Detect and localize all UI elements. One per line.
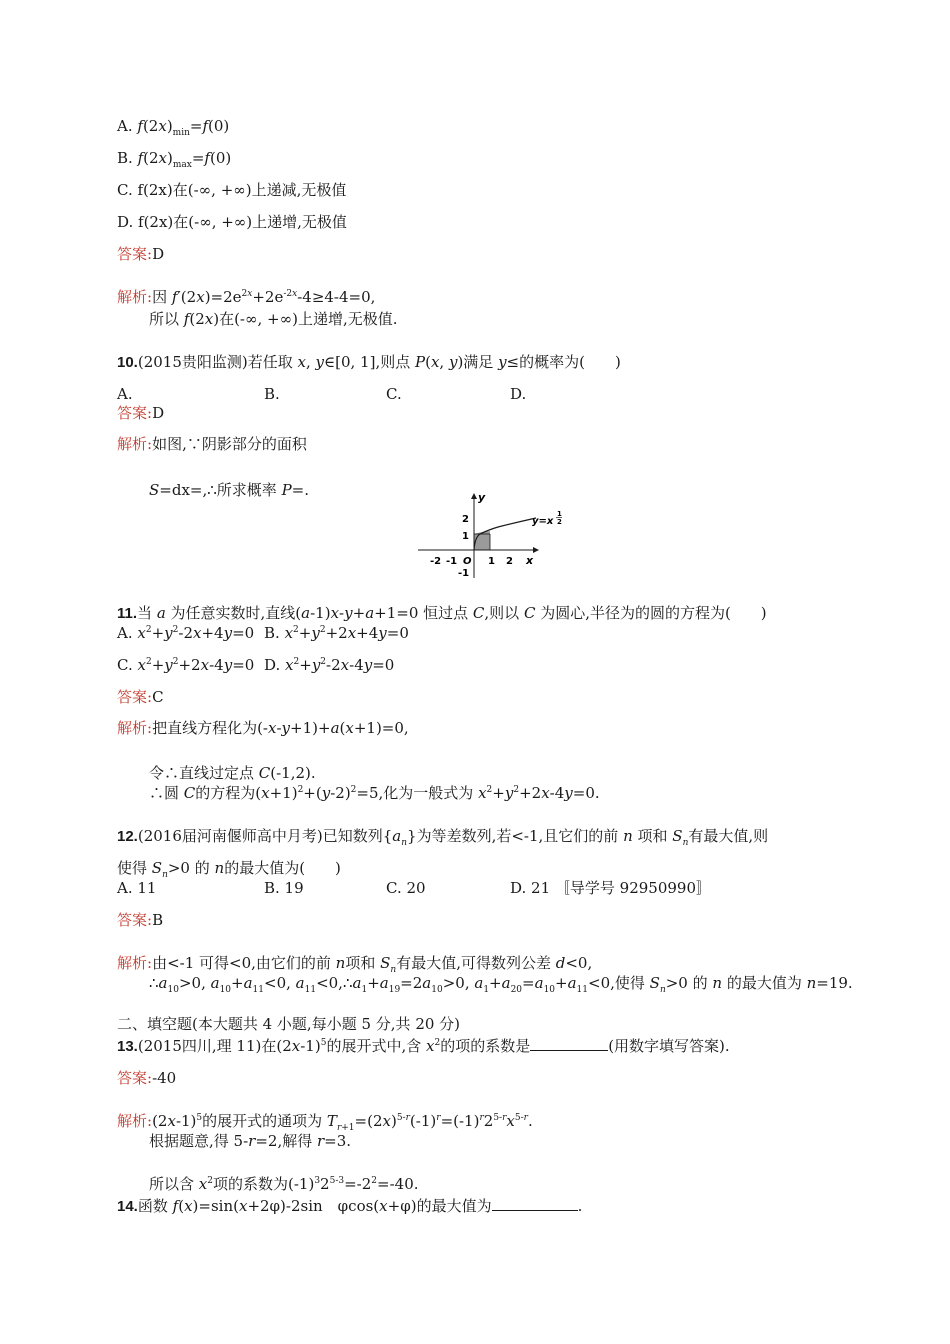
q13-answer: 答案:-40 [117, 1069, 177, 1087]
x-tick-1: 1 [488, 556, 495, 567]
q10-analysis-line2: S=dx=,∴所求概率 P=. [149, 481, 309, 499]
q11-option-a: A. $x^2+y^2-2x+4y=0$ [117, 624, 255, 642]
q9-option-a: A. $f(2x)_{min}=f(0)$ [117, 117, 230, 138]
q12-option-b: B. 19 [264, 879, 304, 897]
q11-option-b: B. $x^2+y^2+2x+4y=0$ [264, 624, 409, 642]
x-tick-neg1: -1 [446, 556, 458, 567]
curve-exp-den: 2 [557, 518, 562, 526]
curve-exp-num: 1 [557, 510, 562, 518]
q9-option-d: D. f(2x)在(-∞, +∞)上递增,无极值 [117, 213, 347, 231]
q9-option-b: B. $f(2x)_{max}=f(0)$ [117, 149, 232, 170]
q10-answer: 答案:D [117, 404, 165, 422]
y-tick-1: 1 [462, 531, 469, 542]
q12-answer: 答案:B [117, 911, 164, 929]
q11-analysis-line2: 令∴直线过定点 C(-1,2). [149, 764, 316, 782]
x-tick-neg2: -2 [430, 556, 442, 567]
q10-option-c: C. [386, 385, 402, 403]
q12-stem-line1: 12.(2016届河南偃师高中月考)已知数列$\{a_n\}$为等差数列,若<-1,且它们的前 n 项和 $S_n$有最大值,则 [117, 827, 769, 848]
q14-answer-blank[interactable] [492, 1196, 578, 1211]
x-axis-label: x [526, 554, 534, 567]
q10-analysis-line1: 解析:如图,∵阴影部分的面积 [117, 435, 307, 453]
q13-stem: 13.(2015四川,理 11)在$(2x-1)^5$的展开式中,含 $x^2$的项的系数是 (用数字填写答案). [117, 1037, 730, 1055]
curve-label: y=x [532, 516, 554, 527]
q9-analysis-line2: 所以 f(2x)在(-∞, +∞)上递增,无极值. [149, 310, 398, 328]
origin-label: O [463, 556, 472, 567]
q11-analysis-line1: 解析:把直线方程化为(-x-y+1)+a(x+1)=0, [117, 719, 409, 737]
q11-answer: 答案:C [117, 688, 164, 706]
q11-option-d: D. $x^2+y^2-2x-4y=0$ [264, 656, 395, 674]
q12-option-d: D. 21 〚导学号 92950990〛 [510, 879, 712, 897]
q10-option-b: B. [264, 385, 280, 403]
q10-option-d: D. [510, 385, 527, 403]
q14-stem: 14.函数 f(x)=sin(x+2φ)-2sin φcos(x+φ)的最大值为 . [117, 1197, 583, 1215]
q13-analysis-line3: 所以含 $x^2$项的系数为$(-1)^32^{5-3}=-2^2=-40$. [149, 1175, 419, 1193]
q10-option-a: A. [117, 385, 133, 403]
q13-analysis-line1: 解析$:(2x-1)^5$的展开式的通项为 $T_{r+1}=(2x)^{5-r}(-1)^r=(-1)^r2^{5-r}x^{5-r}$. [117, 1112, 533, 1133]
q9-analysis-line1: 解析:因 $f'(2x)=2e^{2x}+2e^{-2x}-4\ge 4-4=0$, [117, 288, 376, 306]
q9-option-c: C. f(2x)在(-∞, +∞)上递减,无极值 [117, 181, 347, 199]
q11-option-c: C. $x^2+y^2+2x-4y=0$ [117, 656, 255, 674]
q13-answer-blank[interactable] [530, 1036, 608, 1051]
q11-analysis-line3: ∴圆 C的方程为$(x+1)^2+(y-2)^2=5$,化为一般式为 $x^2+y^2+2x-4y=0$. [149, 784, 600, 802]
y-tick-2: 2 [462, 514, 469, 525]
y-tick-neg1: -1 [458, 568, 470, 579]
q12-stem-line2: 使得 $S_n>0$ 的 n的最大值为( ) [117, 859, 341, 880]
q9-answer: 答案:D [117, 245, 165, 263]
y-axis-label: y [478, 491, 486, 504]
q11-stem: 11.当 a 为任意实数时,直线(a-1)x-y+a+1=0 恒过点 C,则以 C 为圆心,半径为的圆的方程为( ) [117, 604, 767, 622]
q12-option-a: A. 11 [117, 879, 157, 897]
q13-analysis-line2: 根据题意,得 5-r=2,解得 r=3. [149, 1132, 352, 1150]
q10-stem: 10.(2015贵阳监测)若任取 x, y∈[0, 1],则点 P(x, y)满足 y≤的概率为( ) [117, 353, 621, 371]
q12-analysis-line2: $\therefore a_{10}>0$, $a_{10}+a_{11}<0$, $a_{11}<0,\therefore a_1+a_{19}=2a_{10}>0$, $a_1+a_{20}=a_{10}+a_{11}<0$,使得 $S_n>0$ 的 n 的最大值为 n=19. [149, 974, 853, 995]
section-title-fill-in: 二、填空题(本大题共 4 小题,每小题 5 分,共 20 分) [117, 1015, 461, 1033]
x-tick-2: 2 [506, 556, 513, 567]
q12-ref-number: 〚导学号 92950990〛 [554, 879, 712, 897]
function-graph [418, 490, 578, 580]
q12-option-c: C. 20 [386, 879, 426, 897]
q12-analysis-line1: 解析:由<-1 可得<0,由它们的前 n项和 $S_n$有最大值,可得数列公差 d<0, [117, 954, 593, 975]
